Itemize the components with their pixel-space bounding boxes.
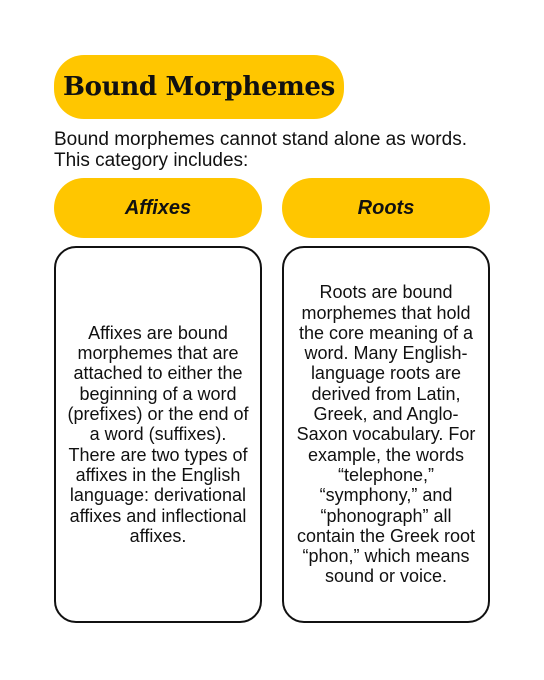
affixes-heading: Affixes xyxy=(124,196,192,219)
affixes-heading-pill xyxy=(54,178,262,238)
affixes-card xyxy=(54,246,262,623)
roots-description: Roots are bound morphemes that hold the core meaning of a word. Many English-language roots are derived from Latin, Greek, and Anglo-Saxon vocabulary. For example, the words “telephone,” “symphony,” and “phonograph” all contain the Greek root “phon,” which means sound or voice. xyxy=(296,282,476,587)
title-pill xyxy=(54,55,344,119)
affixes-description: Affixes are bound morphemes that are attached to either the beginning of a word (prefixes) or the end of a word (suffixes). There are two types of affixes in the English language: derivational affixes and inflectional affixes. xyxy=(67,322,249,546)
roots-heading-pill xyxy=(282,178,490,238)
roots-heading: Roots xyxy=(357,196,415,219)
page-title: Bound Morphemes xyxy=(63,72,335,102)
intro-text: Bound morphemes cannot stand alone as words. This category includes: xyxy=(54,129,467,171)
roots-card xyxy=(282,246,490,623)
